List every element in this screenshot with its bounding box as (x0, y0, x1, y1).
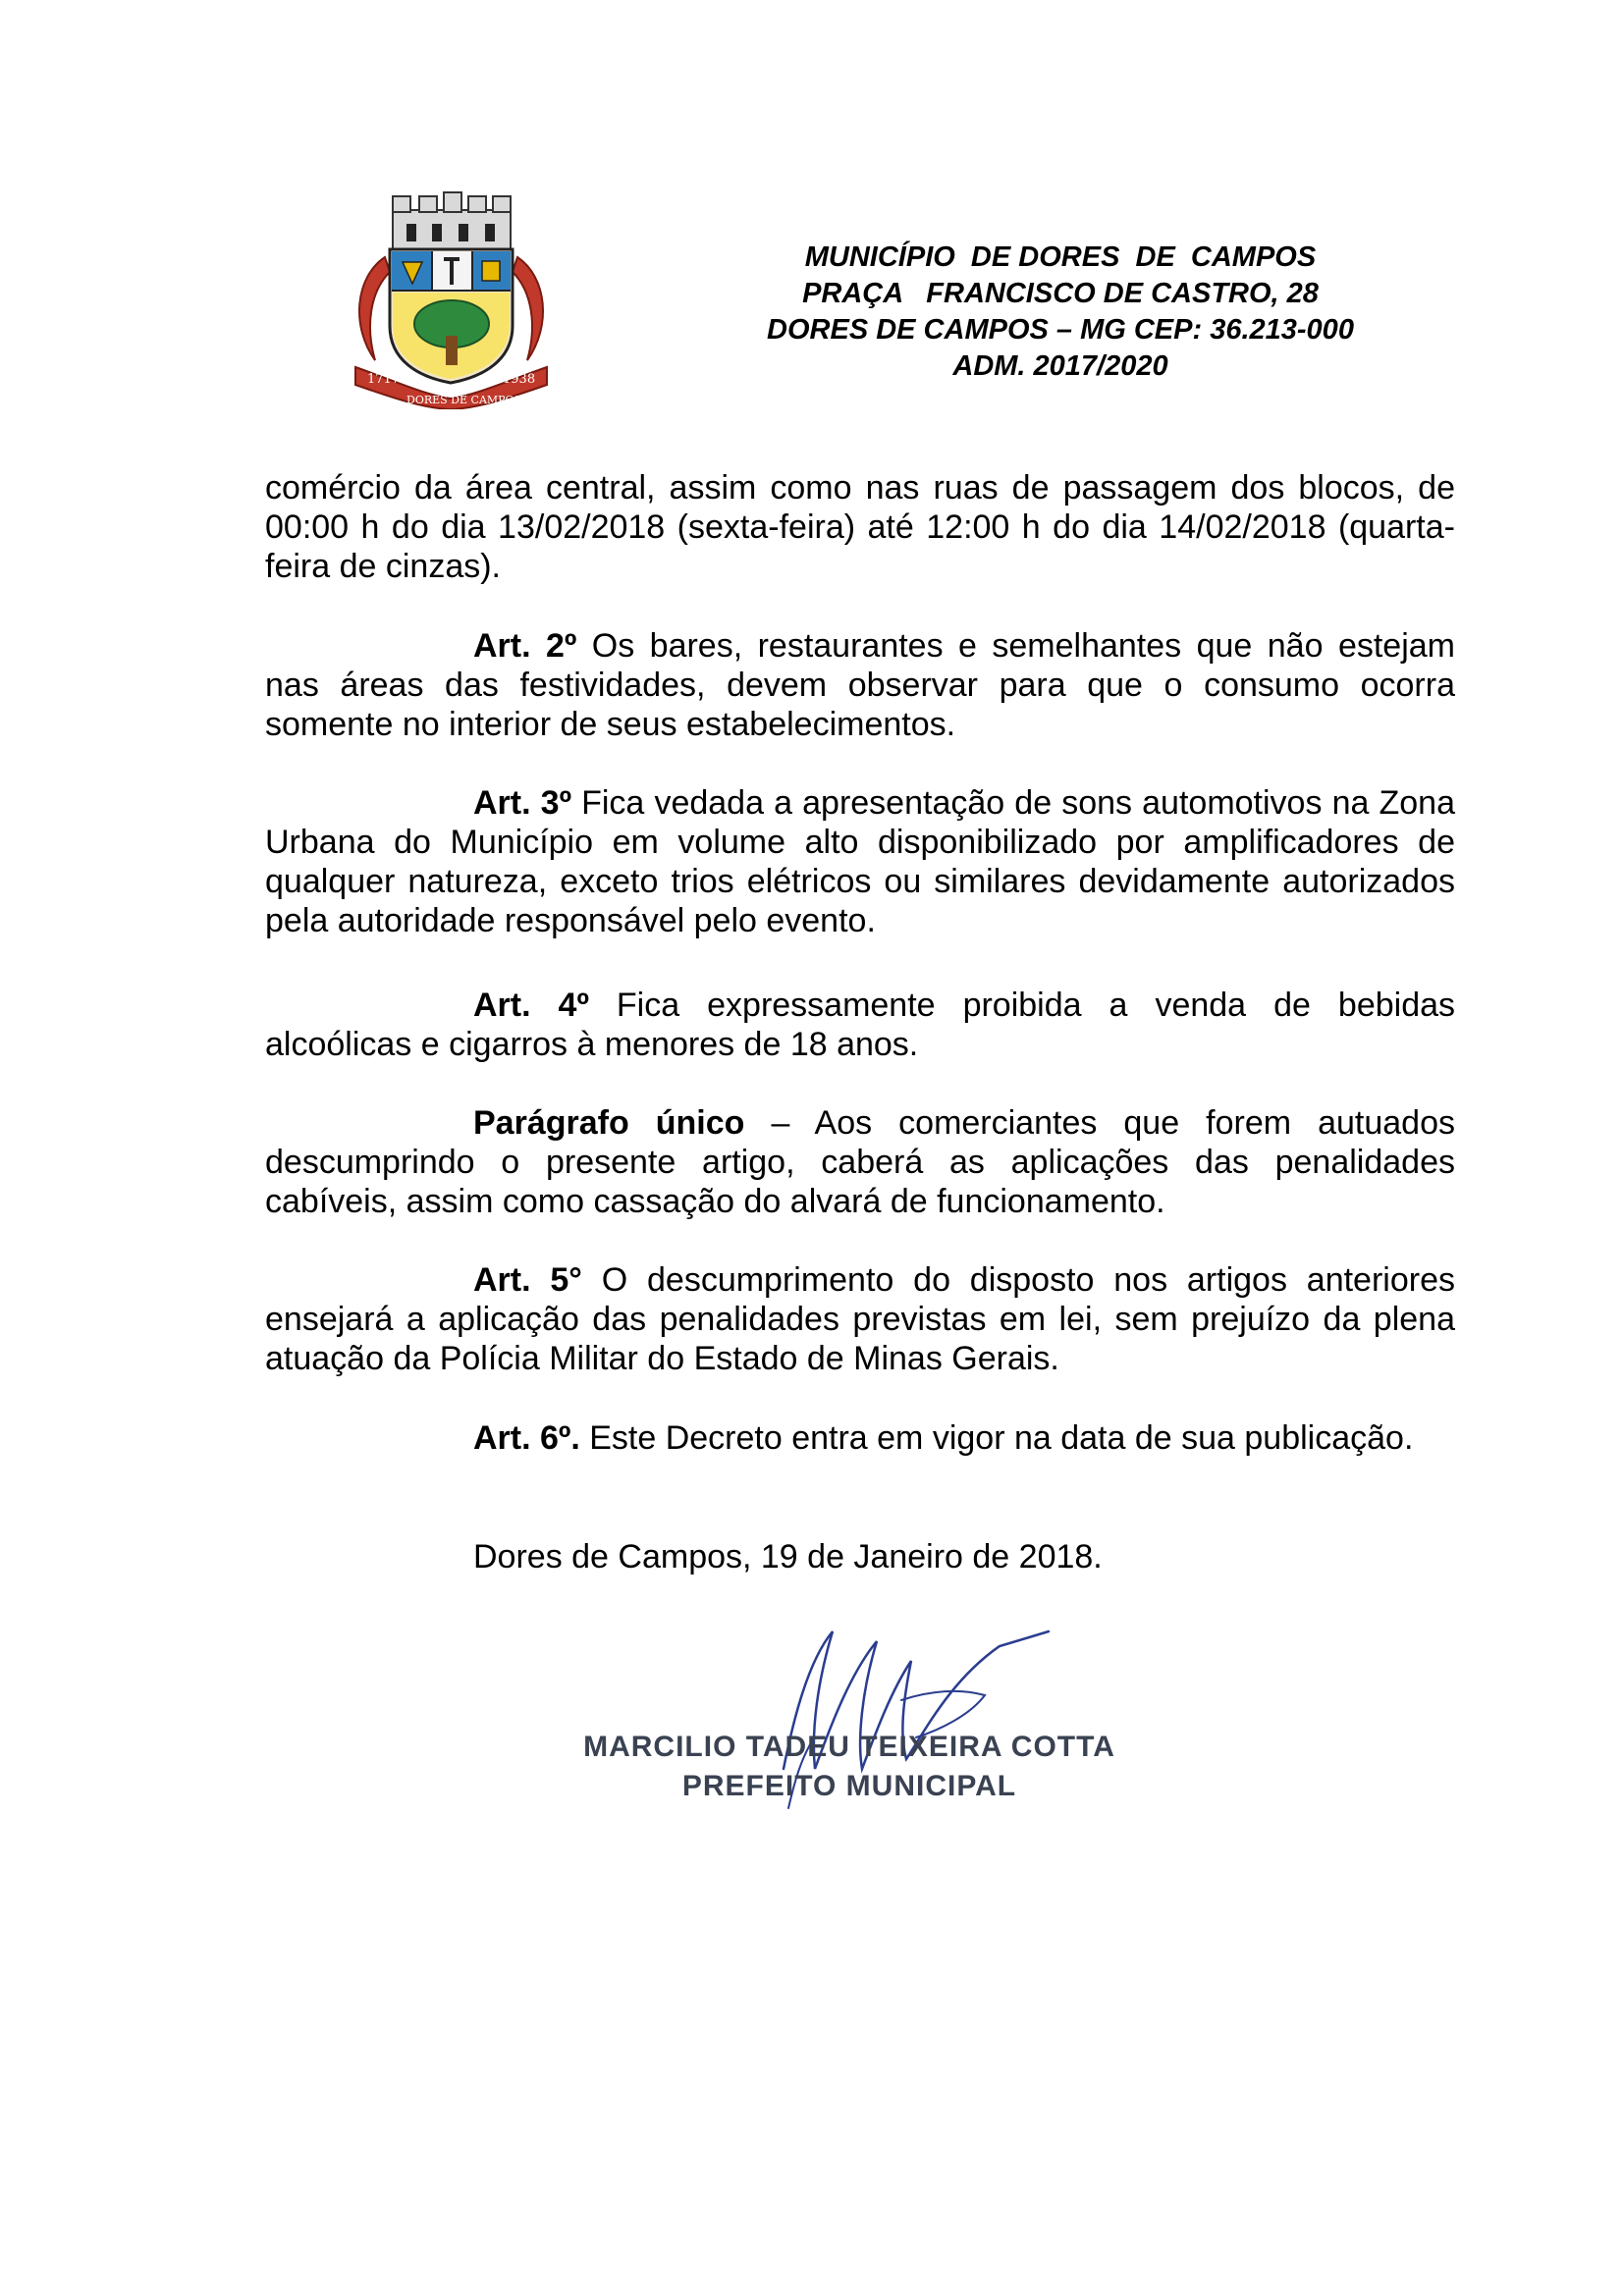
article-4-text: Fica expressamente proibida a venda de bebidas alcoólicas e cigarros à menores de 18 anos. (265, 987, 1456, 1063)
sole-paragraph (265, 1103, 1455, 1221)
sole-paragraph-text: – Aos comerciantes que forem autuados descumprindo o presente artigo, caberá as aplicações das penalidades cabíveis, assim como cassação do alvará de funcionamento. (265, 1104, 1455, 1220)
article-6-label: Art. 6º. (473, 1419, 580, 1457)
letterhead-municipality: MUNICÍPIO DE DORES DE CAMPOS (804, 241, 1317, 273)
signature-stamp (545, 1728, 1154, 1806)
article-3-label: Art. 3º (473, 784, 571, 822)
continuation-paragraph (265, 468, 1455, 586)
letterhead-address: PRAÇA FRANCISCO DE CASTRO, 28 (802, 278, 1319, 309)
article-6 (265, 1418, 1455, 1458)
right-foliage-icon (513, 257, 543, 360)
crest-year-left: 1717 (367, 372, 401, 387)
mural-crown-icon (393, 192, 511, 249)
municipal-coat-of-arms (346, 188, 557, 409)
article-5 (265, 1260, 1455, 1378)
date-line (265, 1537, 1455, 1576)
letterhead-city-postal: DORES DE CAMPOS – MG CEP: 36.213-000 (767, 314, 1354, 346)
crest-ribbon-text: DORES DE CAMPOS (406, 394, 522, 406)
article-4-label: Art. 4º (473, 987, 589, 1024)
article-5-text: O descumprimento do disposto nos artigos anteriores ensejará a aplicação das penalidades previstas em lei, sem prejuízo da plena atuação da Polícia Militar do Estado de Minas Gerais. (265, 1261, 1455, 1377)
article-3-text: Fica vedada a apresentação de sons automotivos na Zona Urbana do Município em volume alto disponibilizado por amplificadores de qualquer natureza, exceto trios elétricos ou similares devidamente autorizados pela autoridade responsável pelo evento. (265, 784, 1456, 939)
article-6-text: Este Decreto entra em vigor na data de sua publicação. (579, 1419, 1414, 1457)
article-2-label: Art. 2º (473, 627, 577, 665)
date-text: Dores de Campos, 19 de Janeiro de 2018. (473, 1538, 1103, 1575)
letterhead (687, 240, 1434, 385)
left-foliage-icon (359, 257, 390, 360)
sole-paragraph-label: Parágrafo único (473, 1104, 745, 1142)
continuation-text: comércio da área central, assim como nas ruas de passagem dos blocos, de 00:00 h do dia 13/02/2018 (sexta-feira) até 12:00 h do dia 14/02/2018 (quarta-feira de cinzas). (265, 469, 1455, 585)
article-2 (265, 626, 1455, 744)
crest-year-right: 1938 (503, 372, 536, 387)
article-4 (265, 986, 1455, 1064)
article-2-text: Os bares, restaurantes e semelhantes que não estejam nas áreas das festividades, devem observar para que o consumo ocorra somente no interior de seus estabelecimentos. (265, 627, 1455, 743)
signatory-name: MARCILIO TADEU TEIXEIRA COTTA (583, 1731, 1115, 1763)
article-5-label: Art. 5° (473, 1261, 582, 1299)
letterhead-administration: ADM. 2017/2020 (952, 350, 1168, 382)
article-3 (265, 783, 1455, 940)
shield-icon (390, 249, 513, 383)
signatory-title: PREFEITO MUNICIPAL (681, 1770, 1017, 1802)
